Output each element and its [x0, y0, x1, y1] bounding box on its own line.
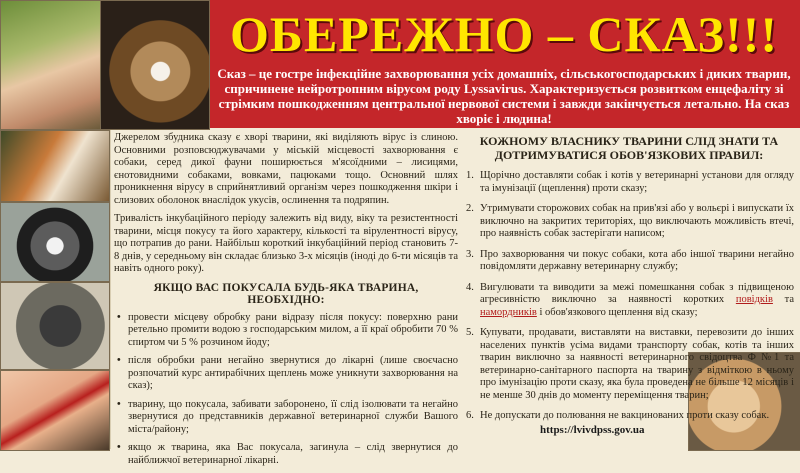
rule-text: Утримувати сторожових собак на прив'язі або у вольєрі і випускати їх виключно на закритих територіях, що виключають можливість втечі, про наявність собак застерігати написом; [480, 203, 794, 239]
rule-1 [464, 170, 794, 195]
cat-photo [0, 282, 110, 370]
rule-text: Не допускати до полювання не вакцинованих проти сказу собак. [480, 410, 770, 421]
rule-number: 2. [466, 203, 474, 214]
rule-3 [464, 249, 794, 274]
bite-step-1: • провести місцеву обробку рани відразу після покусу: поверхню рани ретельно промити водою з господарським милом, а її краї обробити 70 % спиртом чи 5 % розчином йоду; [114, 312, 458, 350]
source-paragraph: Джерелом збудника сказу є хворі тварини, які виділяють вірус із слиною. Основними розповсюджувачами у міській місцевості захворювання є собаки, серед дикої фауни поширюється м'ясоїдними – лисицями, єнотовидними собаками, вовками, пацюками тощо. Основний шлях проникнення вірусу в сприйнятливий організм через пошкодження шкіри і слизових оболонок внаслідок укусів, ослинення та подряпин. [114, 132, 458, 206]
column-divider [110, 130, 111, 449]
page-title: ОБЕРЕЖНО – СКАЗ!!! [230, 6, 778, 62]
muzzle-link[interactable]: намордників [480, 306, 537, 318]
rule-5 [464, 327, 794, 402]
owner-rules-title: КОЖНОМУ ВЛАСНИКУ ТВАРИНИ СЛІД ЗНАТИ ТА ДОТРИМУВАТИСЯ ОБОВ'ЯЗКОВИХ ПРАВИЛ: [479, 134, 779, 162]
bite-step-2: • після обробки рани негайно звернутися до лікарні (лише своєчасно розпочатий курс антирабічних щеплень може уникнути захворювання на сказ); [114, 355, 458, 393]
incubation-paragraph: Тривалість інкубаційного періоду залежить від виду, віку та резистентності тварини, місця покусу та його характеру, кількості та вірулентності вірусу, що потрапив до рани. Найбільш короткий інкубаційний період становить 7-8 днів, у середньому він складає близько 3-х місяців (іноді до 6-ти місяців та навіть одного року). [114, 213, 458, 274]
raccoon-dog-photo [0, 202, 110, 282]
owner-rules-column [464, 132, 794, 431]
rabies-info-column [114, 132, 458, 473]
rule-text-a: Вигулювати та виводити за межі помешкання собак з підвищеною агресивністю виключно за наявності коротких [480, 281, 794, 305]
rule-text: Про захворювання чи покус собаки, кота або іншої тварини негайно повідомляти державну ветеринарну службу; [480, 248, 794, 272]
rule-text-b: та [772, 294, 794, 305]
rule-number: 1. [466, 170, 474, 181]
dog-bite-photo [0, 370, 110, 451]
rule-4 [464, 282, 794, 320]
rule-6 [464, 410, 794, 423]
rule-number: 6. [466, 410, 474, 421]
fox-photo [0, 130, 110, 202]
bite-section-title: ЯКЩО ВАС ПОКУСАЛА БУДЬ-ЯКА ТВАРИНА, НЕОБХІДНО: [153, 281, 419, 306]
rule-number: 3. [466, 248, 474, 260]
hand-bite-photo [0, 0, 102, 130]
leash-link[interactable]: повідків [735, 294, 773, 305]
aggressive-dog-photo [100, 0, 210, 130]
bite-step-4: • якщо ж тварина, яка Вас покусала, загинула – слід звернутися до найближчої ветеринарної лікарні. [114, 442, 458, 467]
rule-2 [464, 203, 794, 241]
rule-number: 5. [466, 327, 474, 338]
rule-number: 4. [466, 281, 474, 293]
bite-step-3: • тварину, що покусала, забивати заборонено, її слід ізолювати та негайно звернутися до представників державної ветеринарної служби Вашого міста/району; [114, 399, 458, 437]
website-link[interactable]: https://lvivdpss.gov.ua [540, 424, 645, 436]
rule-text-c: і обов'язкового щеплення від сказу; [536, 306, 698, 318]
rule-text: Щорічно доставляти собак і котів у ветеринарні установи для огляду та імунізації (щеплення) проти сказу; [480, 170, 794, 194]
intro-text: Сказ – це гостре інфекційне захворювання усіх домашніх, сільськогосподарських і диких тварин, спричинене нейротропним вірусом роду Lyssavirus. Характеризується розвитком енцефаліту зі стрімким пошкодженням центральної нервової системи і завжди закінчується летально. На сказ хворіє і людина! [217, 66, 791, 126]
rule-text: Купувати, продавати, виставляти на виставки, перевозити до інших населених пунктів усіма видами транспорту собак, котів та інших тварин виключно за наявності ветеринарного свідоцтва Ф №1 та ветеринарно-санітарного паспорта на тварину з відміткою в ньому про імунізацію проти сказу, яка була проведена не більше 12 місяців і не менше 30 днів до моменту переміщення тварин; [480, 327, 794, 401]
